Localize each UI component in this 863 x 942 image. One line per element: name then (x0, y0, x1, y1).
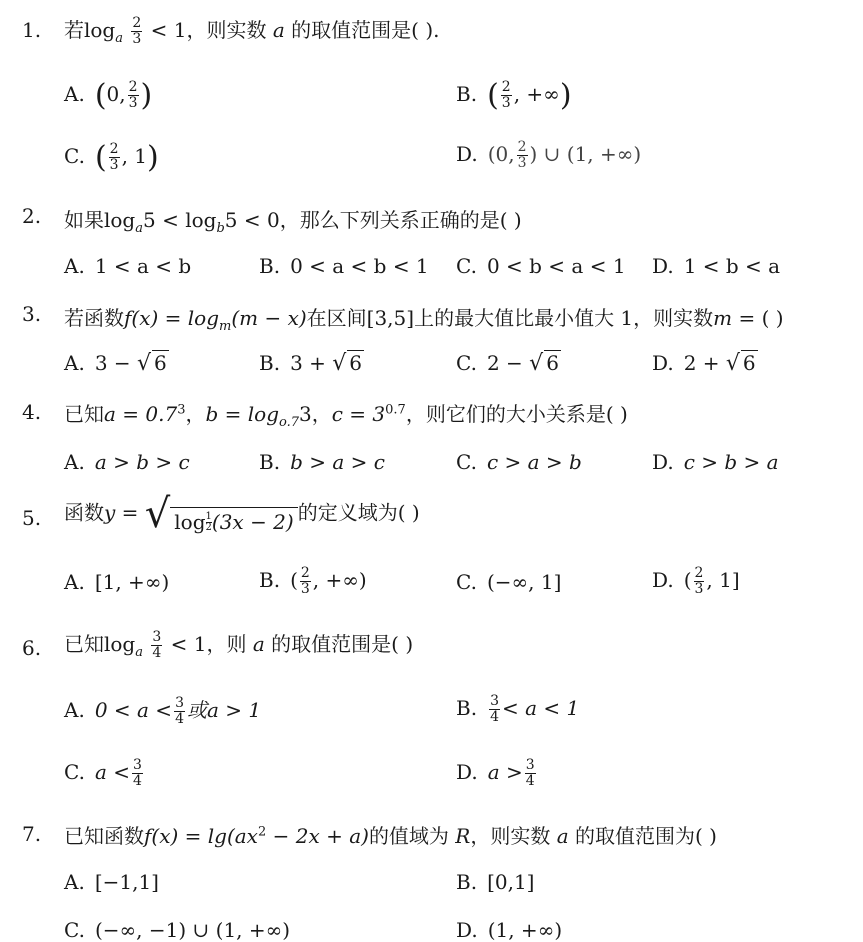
option-c[interactable]: C. (−∞, 1] (456, 570, 562, 594)
option-d[interactable]: D. ( $\frac{2}{3}$ , 1] (652, 565, 740, 597)
option-c[interactable]: C. a < $\frac{3}{4}$ (64, 757, 142, 789)
option-c[interactable]: C. ( $\frac{2}{3}$ , 1) (64, 140, 159, 175)
option-d[interactable]: D. 2 + √ 6 (652, 351, 756, 376)
fraction: $\frac{2}{3}$ (132, 15, 142, 47)
question-number: 4. (22, 400, 42, 424)
square-root: √ log $\frac{1}{2}$ (3x − 2) (145, 494, 298, 534)
question-stem: 已知$a = 0.7^3$，$b = \log_{o.7}3$，$c = 3^{0.7}$，则它们的大小关系是( ) (64, 402, 628, 430)
option-d[interactable]: D. (0, $\frac{2}{3}$ ) ∪ (1, +∞) (456, 139, 642, 171)
option-c[interactable]: C. (−∞, −1) ∪ (1, +∞) (64, 918, 291, 942)
option-b[interactable]: B. 3 + √ 6 (259, 351, 363, 376)
option-a[interactable]: A. [−1,1] (64, 870, 159, 894)
option-a[interactable]: A. [1, +∞) (64, 570, 170, 594)
option-b[interactable]: B. ( $\frac{2}{3}$ , +∞) (456, 78, 572, 113)
option-b[interactable]: B. b > a > c (259, 450, 385, 474)
question-number: 2. (22, 204, 42, 228)
option-b[interactable]: B. ( $\frac{2}{3}$ , +∞) (259, 565, 367, 597)
option-d[interactable]: D. 1 < b < a (652, 254, 781, 278)
question-stem: 若函数$f(x) = \log_m(m - x)$在区间[3,5]上的最大值比最小值大 1，则实数m = ( ) (64, 306, 784, 334)
option-a[interactable]: A. 0 < a < $\frac{3}{4}$ 或a > 1 (64, 695, 262, 727)
option-a[interactable]: A. 3 − √ 6 (64, 351, 167, 376)
question-number: 7. (22, 822, 42, 846)
option-a[interactable]: A. (0, $\frac{2}{3}$ ) (64, 78, 153, 113)
question-stem: 若$\log_a$ $\frac{2}{3}$ < 1，则实数 a 的取值范围是( ). (64, 15, 440, 47)
question-number: 3. (22, 302, 42, 326)
option-b[interactable]: B. [0,1] (456, 870, 535, 894)
question-number: 1. (22, 18, 42, 42)
option-d[interactable]: D. (1, +∞) (456, 918, 563, 942)
option-c[interactable]: C. c > a > b (456, 450, 582, 474)
option-d[interactable]: D. a > $\frac{3}{4}$ (456, 757, 535, 789)
question-number: 6. (22, 636, 42, 660)
question-number: 5. (22, 506, 42, 530)
question-stem: 函数y = √ log $\frac{1}{2}$ (3x − 2) 的定义域为( ) (64, 491, 420, 537)
option-c[interactable]: C. 2 − √ 6 (456, 351, 559, 376)
option-d[interactable]: D. c > b > a (652, 450, 779, 474)
option-b[interactable]: B. $\frac{3}{4}$ < a < 1 (456, 693, 580, 725)
option-a[interactable]: A. a > b > c (64, 450, 190, 474)
option-a[interactable]: A. 1 < a < b (64, 254, 192, 278)
question-stem: 已知函数$f(x) = \lg(ax^2 - 2x + a)$的值域为 R，则实数 a 的取值范围为( ) (64, 824, 717, 848)
question-stem: 如果$\log_a5 < \log_b5 < 0$，那么下列关系正确的是( ) (64, 208, 522, 236)
option-b[interactable]: B. 0 < a < b < 1 (259, 254, 429, 278)
option-c[interactable]: C. 0 < b < a < 1 (456, 254, 626, 278)
question-stem: 已知$\log_a$ $\frac{3}{4}$ < 1，则 a 的取值范围是( ) (64, 629, 414, 661)
